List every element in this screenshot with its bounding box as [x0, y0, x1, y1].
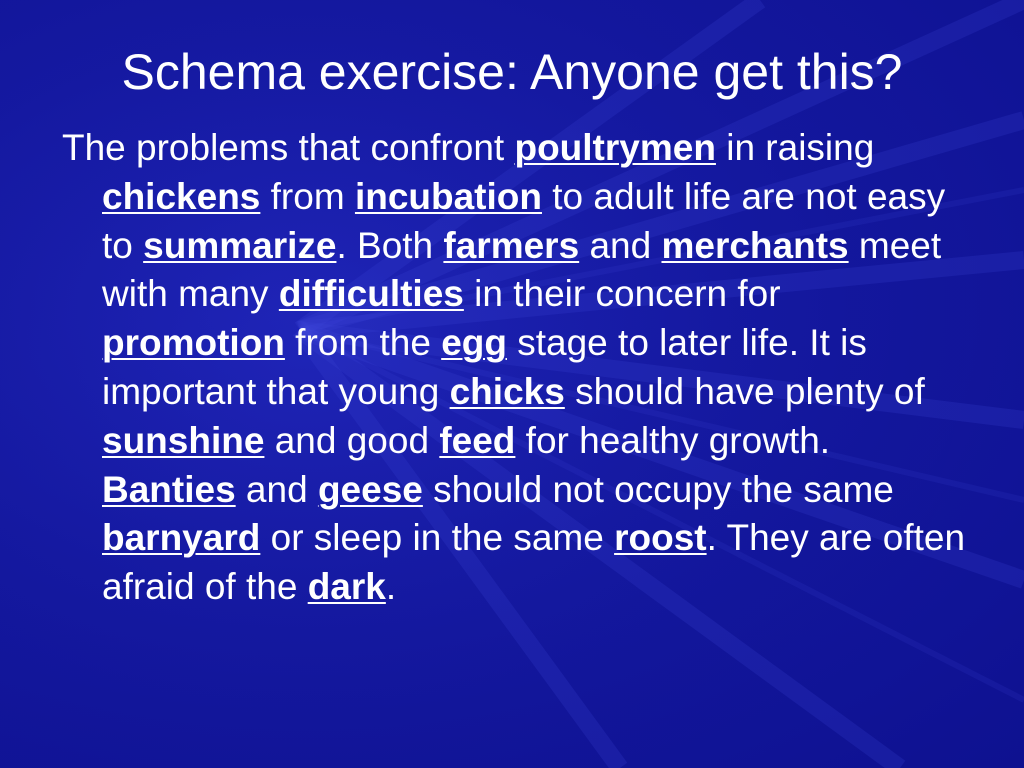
keyword: geese [317, 468, 423, 510]
slide-title: Schema exercise: Anyone get this? [121, 44, 903, 100]
keyword: difficulties [278, 273, 464, 315]
keyword: barnyard [102, 517, 261, 559]
keyword: poultrymen [514, 127, 716, 168]
paragraph-text: . [385, 566, 397, 608]
paragraph-text: in their concern for [463, 273, 781, 315]
keyword: chicks [449, 370, 565, 412]
keyword: feed [439, 419, 516, 461]
slide-body [62, 124, 972, 612]
paragraph-text: . They are often afraid of the [102, 517, 966, 608]
paragraph-text: from the [284, 322, 442, 364]
paragraph-text: and [579, 224, 662, 266]
schema-paragraph [62, 124, 972, 612]
paragraph-text: and good [264, 419, 440, 461]
paragraph-text: meet with many [102, 224, 942, 315]
paragraph-text: to adult life are not easy to [102, 175, 946, 266]
keyword: roost [614, 517, 707, 559]
keyword: egg [441, 322, 507, 364]
keyword: merchants [661, 224, 849, 266]
keyword: chickens [102, 175, 261, 217]
keyword: farmers [443, 224, 580, 266]
paragraph-text: or sleep in the same [260, 517, 615, 559]
paragraph-text: stage to later life. It is important that young [102, 322, 867, 412]
keyword: summarize [143, 224, 337, 266]
paragraph-text: and [235, 468, 318, 510]
paragraph-text: in raising [715, 127, 875, 168]
paragraph-text: should have plenty of [564, 370, 925, 412]
paragraph-text: should not occupy the same [422, 468, 894, 510]
keyword: sunshine [102, 419, 265, 461]
paragraph-text: The problems that confront [62, 127, 515, 168]
paragraph-text: for healthy growth. [515, 419, 831, 461]
keyword: dark [307, 566, 386, 608]
keyword: incubation [354, 175, 542, 217]
paragraph-text: . Both [336, 224, 444, 266]
keyword: promotion [102, 322, 285, 364]
keyword: Banties [102, 468, 236, 510]
paragraph-text: from [260, 175, 355, 217]
